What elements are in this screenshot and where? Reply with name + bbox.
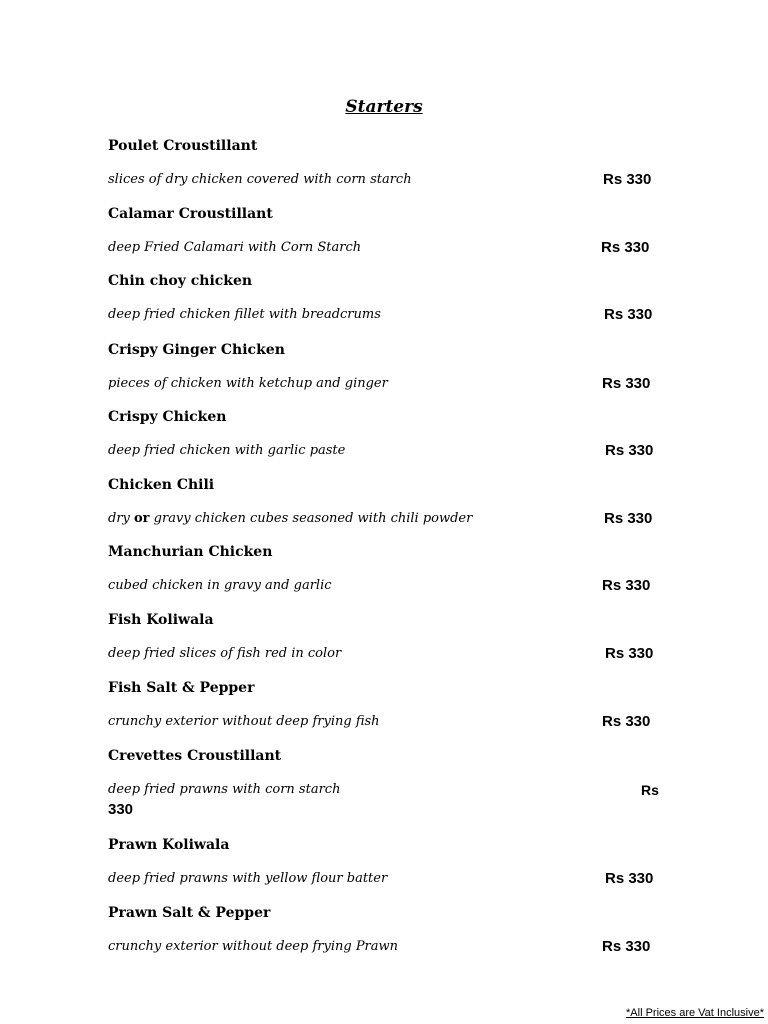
item-price: Rs 330	[604, 510, 653, 527]
item-description	[108, 511, 472, 526]
item-description: deep fried prawns with yellow flour batter	[108, 871, 388, 886]
item-description: crunchy exterior without deep frying Prawn	[108, 939, 399, 954]
item-description: pieces of chicken with ketchup and ginger	[108, 376, 388, 391]
vat-footer-note: *All Prices are Vat Inclusive*	[626, 1007, 764, 1019]
item-price: Rs 330	[603, 171, 652, 188]
item-price: Rs 330	[602, 713, 651, 730]
item-name: Chin choy chicken	[108, 273, 253, 289]
description-part: dry	[108, 511, 135, 526]
description-conjunction: or	[134, 511, 150, 526]
item-price: Rs 330	[602, 938, 651, 955]
item-price: Rs 330	[601, 239, 650, 256]
item-name: Crevettes Croustillant	[108, 748, 282, 764]
item-price: Rs 330	[605, 870, 654, 887]
item-name: Fish Salt & Pepper	[108, 680, 255, 696]
item-name: Manchurian Chicken	[108, 544, 273, 560]
item-description: deep Fried Calamari with Corn Starch	[108, 240, 362, 255]
item-name: Crispy Ginger Chicken	[108, 342, 285, 358]
item-name: Prawn Koliwala	[108, 837, 230, 853]
item-price-currency: Rs	[641, 782, 659, 798]
item-price: Rs 330	[602, 577, 651, 594]
item-description: cubed chicken in gravy and garlic	[108, 578, 332, 593]
item-description: deep fried prawns with corn starch	[108, 782, 341, 797]
item-price: Rs 330	[604, 306, 653, 323]
item-name: Prawn Salt & Pepper	[108, 905, 271, 921]
item-price: Rs 330	[605, 645, 654, 662]
item-name: Calamar Croustillant	[108, 206, 273, 222]
item-name: Chicken Chili	[108, 477, 215, 493]
item-description: crunchy exterior without deep frying fish	[108, 714, 380, 729]
description-part: gravy chicken cubes seasoned with chili powder	[149, 511, 473, 526]
item-description: deep fried chicken with garlic paste	[108, 443, 346, 458]
item-price: Rs 330	[602, 375, 651, 392]
item-name: Crispy Chicken	[108, 409, 227, 425]
item-name: Fish Koliwala	[108, 612, 214, 628]
item-price-amount: 330	[108, 801, 134, 818]
item-description: deep fried chicken fillet with breadcrums	[108, 307, 381, 322]
item-description: slices of dry chicken covered with corn starch	[108, 172, 412, 187]
item-description: deep fried slices of fish red in color	[108, 646, 342, 661]
item-name: Poulet Croustillant	[108, 138, 258, 154]
page-title: Starters	[345, 97, 423, 117]
item-price: Rs 330	[605, 442, 654, 459]
